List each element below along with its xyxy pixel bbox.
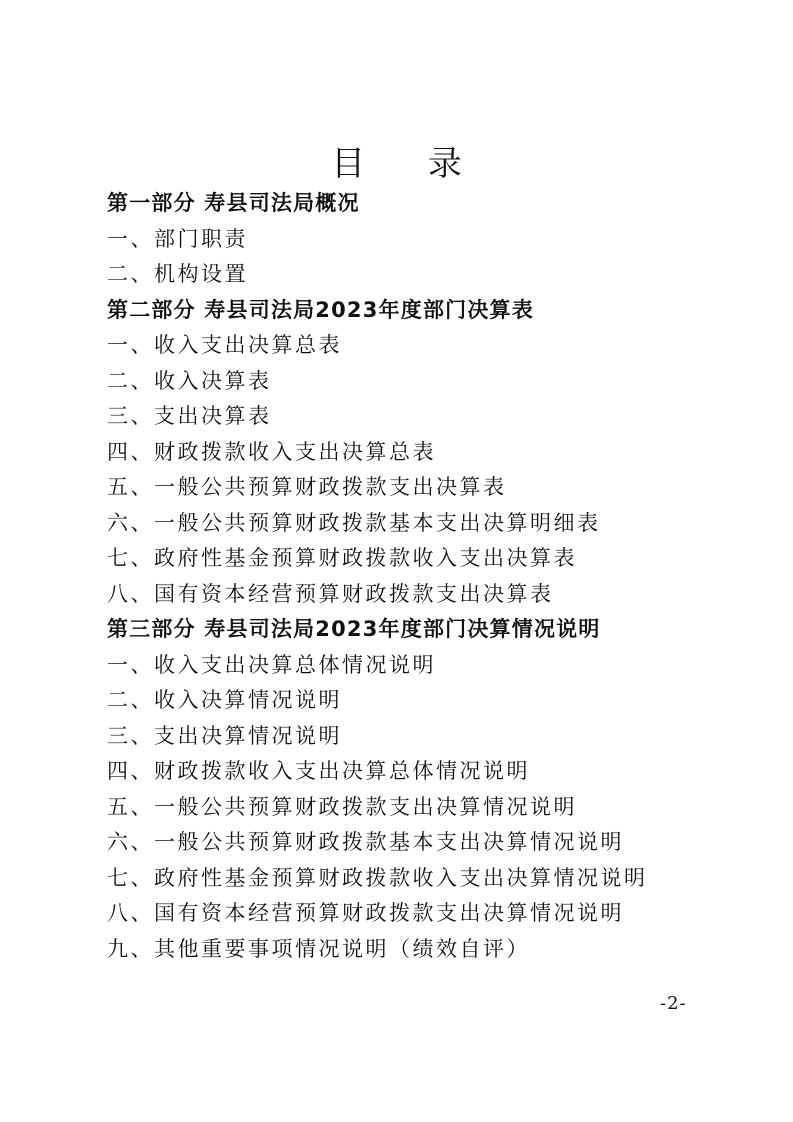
toc-section-1: 第一部分 寿县司法局概况 [107,191,360,215]
toc-item: 三、支出决算情况说明 [107,723,342,748]
toc-item: 一、收入支出决算总表 [107,333,342,357]
toc-item: 一、收入支出决算总体情况说明 [107,652,436,677]
toc-item: 九、其他重要事项情况说明（绩效自评） [107,936,530,961]
toc-section-2: 第二部分 寿县司法局2023年度部门决算表 [107,297,534,322]
toc-title: 目 录 [331,144,488,184]
table-of-contents [107,186,727,967]
toc-item: 六、一般公共预算财政拨款基本支出决算明细表 [107,510,601,535]
toc-item: 二、收入决算情况说明 [107,688,342,712]
toc-item: 四、财政拨款收入支出决算总体情况说明 [107,759,530,783]
toc-item: 二、收入决算表 [107,368,272,393]
toc-section-3: 第三部分 寿县司法局2023年度部门决算情况说明 [107,617,601,641]
toc-item: 一、部门职责 [107,226,248,251]
toc-item: 八、国有资本经营预算财政拨款支出决算表 [107,581,554,606]
toc-item: 四、财政拨款收入支出决算总表 [107,439,436,464]
toc-item: 七、政府性基金预算财政拨款收入支出决算情况说明 [107,865,648,890]
toc-item: 五、一般公共预算财政拨款支出决算情况说明 [107,794,577,819]
page-number: -2- [660,993,687,1014]
toc-item: 六、一般公共预算财政拨款基本支出决算情况说明 [107,830,624,854]
toc-item: 五、一般公共预算财政拨款支出决算表 [107,475,507,499]
toc-item: 三、支出决算表 [107,404,272,428]
toc-item: 二、机构设置 [107,262,248,286]
toc-item: 八、国有资本经营预算财政拨款支出决算情况说明 [107,901,624,925]
toc-item: 七、政府性基金预算财政拨款收入支出决算表 [107,546,577,570]
